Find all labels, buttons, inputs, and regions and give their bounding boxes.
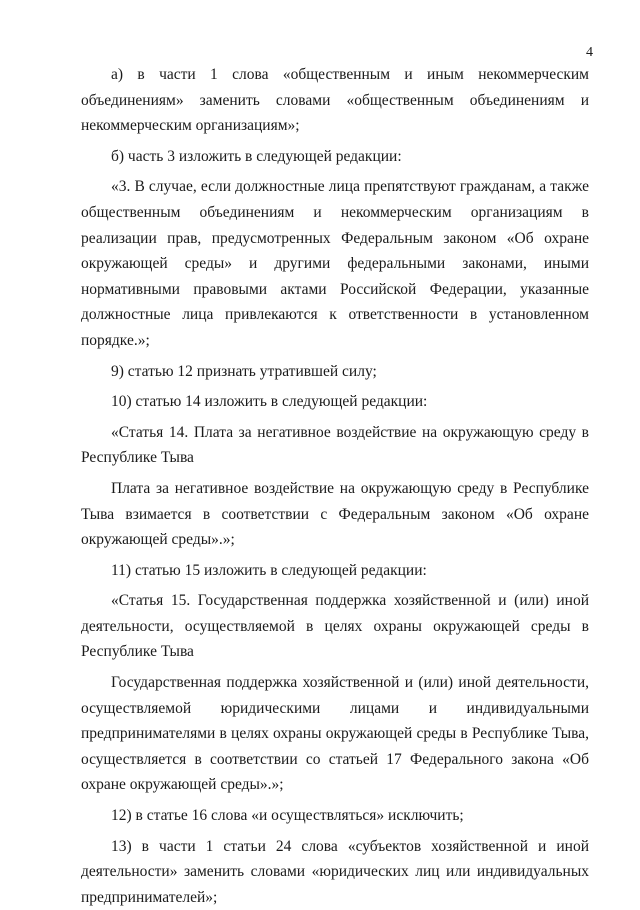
paragraph-item-10: 10) статью 14 изложить в следующей редакции: bbox=[111, 393, 428, 411]
paragraph-item-9: 9) статью 12 признать утратившей силу; bbox=[111, 362, 377, 380]
document-body bbox=[81, 62, 589, 910]
paragraph-a-part1: а) в части 1 слова «общественным и иным некоммерческим объединениям» заменить словами «общественным объединениям и некоммерческим организациям»; bbox=[81, 66, 589, 135]
paragraph-article-14-text: Плата за негативное воздействие на окружающую среду в Республике Тыва взимается в соответствии с Федеральным законом «Об охране окружающей среды».»; bbox=[81, 479, 589, 549]
paragraph-article-15-text: Государственная поддержка хозяйственной и (или) иной деятельности, осуществляемой юридическими лицами и индивидуальными предпринимателями в целях охраны окружающей среды в Республике Тыва, осуществляется в соответствии со статьей 17 Федерального закона «Об охране окружающей среды».»; bbox=[81, 674, 589, 794]
paragraph-item-13: 13) в части 1 статьи 24 слова «субъектов хозяйственной и иной деятельности» заменить словами «юридических лиц или индивидуальных предпринимателей»; bbox=[81, 837, 589, 906]
paragraph-part3-text: «3. В случае, если должностные лица препятствуют гражданам, а также общественным объединениям и некоммерческим организациям в реализации прав, предусмотренных Федеральным законом «Об охране окружающей среды» и другими федеральными законами, иными нормативными правовыми актами Российской Федерации, указанные должностные лица привлекаются к ответственности в установленном порядке.»; bbox=[81, 178, 589, 349]
paragraph-b-part3: б) часть 3 изложить в следующей редакции: bbox=[111, 147, 402, 165]
paragraph-article-15-title: «Статья 15. Государственная поддержка хозяйственной и (или) иной деятельности, осуществляемой в целях охраны окружающей среды в Республике Тыва bbox=[81, 592, 589, 661]
page-number: 4 bbox=[586, 45, 593, 60]
paragraph-article-14-title: «Статья 14. Плата за негативное воздействие на окружающую среду в Республике Тыва bbox=[81, 423, 589, 467]
paragraph-item-12: 12) в статье 16 слова «и осуществляться» исключить; bbox=[111, 807, 464, 825]
paragraph-item-11: 11) статью 15 изложить в следующей редакции: bbox=[111, 561, 427, 579]
